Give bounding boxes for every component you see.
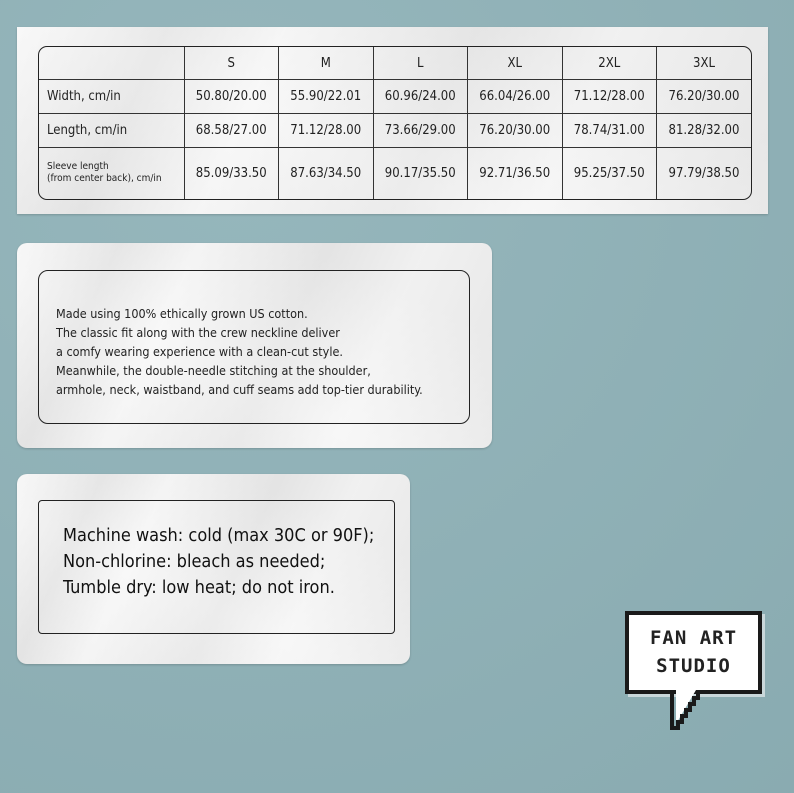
sleeve-row-label [39,147,184,199]
care-text [63,523,374,601]
sleeve-row [39,147,751,199]
table-cell: 76.20/30.00 [468,113,563,147]
size-header-m: M [279,47,374,80]
length-row [39,113,751,147]
sleeve-label-line1: Sleeve length [47,161,109,173]
logo-line2: STUDIO [656,655,731,677]
care-frame [38,500,395,634]
description-line: a comfy wearing experience with a clean-cut style. [56,344,343,359]
care-instructions-label [17,474,410,664]
table-cell: 71.12/28.00 [279,113,374,147]
size-header-corner [39,47,184,80]
size-header-l: L [373,47,468,80]
size-header-2xl: 2XL [562,47,657,80]
size-header-3xl: 3XL [657,47,752,80]
table-cell: 87.63/34.50 [279,147,374,199]
product-description-label [17,243,492,448]
table-cell: 73.66/29.00 [373,113,468,147]
width-row [39,80,751,114]
table-cell: 81.28/32.00 [657,113,752,147]
description-line: The classic fit along with the crew neckline deliver [56,325,340,340]
sleeve-label-line2: (from center back), cm/in [47,173,162,185]
size-header-row [39,47,751,80]
table-cell: 66.04/26.00 [468,80,563,114]
description-line: armhole, neck, waistband, and cuff seams add top-tier durability. [56,382,423,397]
size-chart-label [17,27,768,214]
table-cell: 78.74/31.00 [562,113,657,147]
table-cell: 92.71/36.50 [468,147,563,199]
logo-line1: FAN ART [649,627,738,649]
care-line: Non-chlorine: bleach as needed; [63,551,326,572]
table-cell: 85.09/33.50 [184,147,279,199]
size-header-s: S [184,47,279,80]
width-row-label: Width, cm/in [39,80,184,114]
table-cell: 76.20/30.00 [657,80,752,114]
speech-bubble-tail-icon [670,690,700,730]
size-chart-table [38,46,752,200]
table-cell: 71.12/28.00 [562,80,657,114]
table-cell: 97.79/38.50 [657,147,752,199]
table-cell: 95.25/37.50 [562,147,657,199]
care-line: Tumble dry: low heat; do not iron. [63,577,335,598]
length-row-label: Length, cm/in [39,113,184,147]
table-cell: 50.80/20.00 [184,80,279,114]
description-frame [38,270,470,424]
fan-art-studio-logo [625,611,762,694]
care-line: Machine wash: cold (max 30C or 90F); [63,525,375,546]
table-cell: 60.96/24.00 [373,80,468,114]
description-text [56,304,466,399]
table-cell: 90.17/35.50 [373,147,468,199]
table-cell: 68.58/27.00 [184,113,279,147]
description-line: Made using 100% ethically grown US cotton. [56,306,308,321]
table-cell: 55.90/22.01 [279,80,374,114]
description-line: Meanwhile, the double-needle stitching at the shoulder, [56,363,371,378]
size-header-xl: XL [468,47,563,80]
